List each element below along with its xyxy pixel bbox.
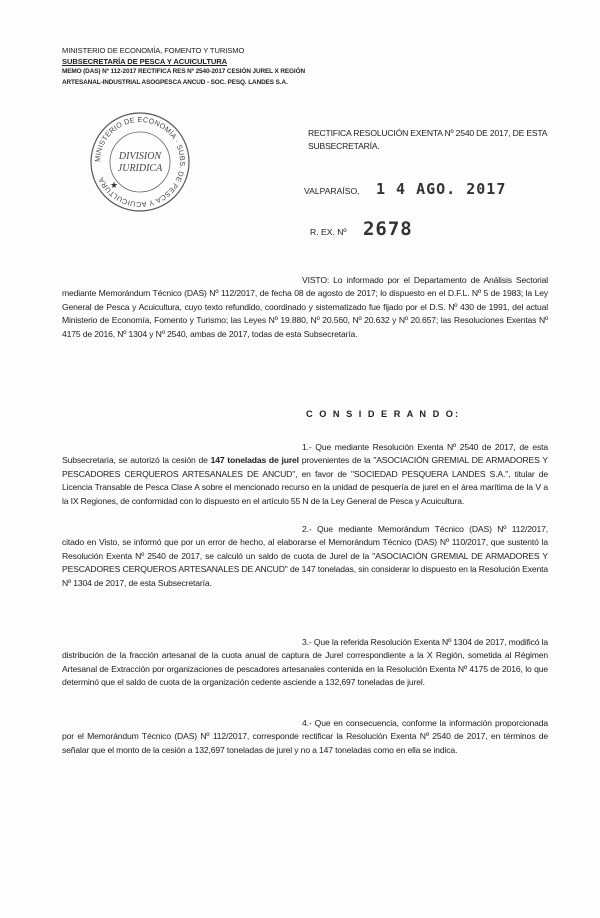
considerando-4 (62, 717, 548, 757)
rex-label: R. EX. Nº (310, 227, 347, 237)
date-place: VALPARAÍSO, (304, 186, 360, 196)
considerando-2 (62, 523, 548, 590)
ministry-name: MINISTERIO DE ECONOMÍA, FOMENTO Y TURISMO (62, 46, 245, 55)
visto-text: Lo informado por el Departamento de Análisis Sectorial mediante Memorándum Técnico (DAS) Nº 112/2017, de fecha 08 de agosto de 2017; lo dispuesto en el D.F.L. Nº 5 de 1983; la Ley General de Pesca y Acuicultura, cuyo texto refundido, coordinado y sistematizado fue fijado por el D.S. Nº 430 de 1991, del actual Ministerio de Economía, Fomento y Turismo; las Leyes Nº 19.880, Nº 20.560, Nº 20.632 y Nº 20.657; las Resoluciones Exentas Nº 4175 de 2016, Nº 1304 y Nº 2540, ambas de 2017, todas de esta Subsecretaría. (62, 275, 548, 339)
parties-reference: ARTESANAL-INDUSTRIAL ASOGPESCA ANCUD - SOC. PESQ. LANDES S.A. (62, 78, 288, 86)
considerando-1 (62, 441, 548, 508)
seal-center-line1: DIVISION (118, 151, 162, 162)
considerando-3 (62, 636, 548, 690)
visto-label: VISTO: (302, 275, 330, 285)
considerando-heading: C O N S I D E R A N D O: (306, 409, 461, 419)
subsecretaria-name: SUBSECRETARÍA DE PESCA Y ACUICULTURA (62, 56, 228, 66)
visto-paragraph (62, 274, 548, 341)
considerando-3-text: 3.- Que la referida Resolución Exenta Nº 1304 de 2017, modificó la distribución de la fracción artesanal de la cuota anual de captura de Jurel correspondiente a la X Región, sometida al Régimen Artesanal de Extracción por organizaciones de pescadores artesanales contenida en la Resolución Exenta Nº 4175 de 2016, lo que determinó que el saldo de cuota de la organización cedente asciende a 132,697 toneladas de jurel. (62, 637, 548, 688)
memo-reference: MEMO (DAS) Nº 112-2017 RECTIFICA RES Nº 2540-2017 CESIÓN JUREL X REGIÓN (62, 68, 305, 75)
document-header (62, 46, 305, 88)
seal-stamp-graphic (86, 108, 194, 216)
considerando-1-text: 1.- Que mediante Resolución Exenta Nº 2540 de 2017, de esta Subsecretaría, se autorizó la cesión de (62, 442, 548, 466)
division-juridica-seal (86, 108, 194, 216)
date-stamp: 1 4 AGO. 2017 (375, 180, 507, 198)
considerando-4-text: 4.- Que en consecuencia, conforme la información proporcionada por el Memorándum Técnico (DAS) Nº 112/2017, corresponde rectificar la Resolución Exenta Nº 2540 de 2017, en términos de señalar que el monto de la cesión a 132,697 toneladas de jurel y no a 147 toneladas como en ella se indica. (62, 718, 548, 755)
seal-star-icon: ★ (109, 181, 119, 191)
seal-ring-text: MINISTERIO DE ECONOMÍA · SUBS. DE PESCA Y ACUICULTURA (92, 114, 188, 210)
considerando-1-rest: provenientes de la "ASOCIACIÓN GREMIAL DE ARMADORES Y PESCADORES CERQUEROS ARTESANALES DE ANCUD", en favor de "SOCIEDAD PESQUERA LANDES S.A.", titular de Licencia Transable de Pesca Clase A sobre el mencionado recurso en la unidad de pesquería de jurel en el área marítima de la V a la IX Regiones, de conformidad con lo dispuesto en el artículo 55 N de la Ley General de Pesca y Acuicultura. (62, 455, 548, 506)
rex-number: 2678 (362, 218, 413, 240)
considerando-2-text: 2.- Que mediante Memorándum Técnico (DAS) Nº 112/2017, citado en Visto, se informó que por un error de hecho, al elaborarse el Memorándum Técnico (DAS) Nº 110/2017, que sustentó la Resolución Exenta Nº 2540 de 2017, se calculó un saldo de cuota de Jurel de la "ASOCIACIÓN GREMIAL DE ARMADORES Y PESCADORES CERQUEROS ARTESANALES DE ANCUD" de 147 toneladas, sin considerar lo dispuesto en la Resolución Exenta Nº 1304 de 2017, de esta Subsecretaría. (62, 524, 548, 588)
considerando-1-bold: 147 toneladas de jurel (210, 455, 299, 466)
date-line (304, 180, 506, 198)
resolution-reference: RECTIFICA RESOLUCIÓN EXENTA Nº 2540 DE 2017, DE ESTA SUBSECRETARÍA. (308, 128, 547, 151)
seal-center-line2: JURIDICA (117, 163, 163, 174)
resolution-number-line (310, 218, 413, 240)
